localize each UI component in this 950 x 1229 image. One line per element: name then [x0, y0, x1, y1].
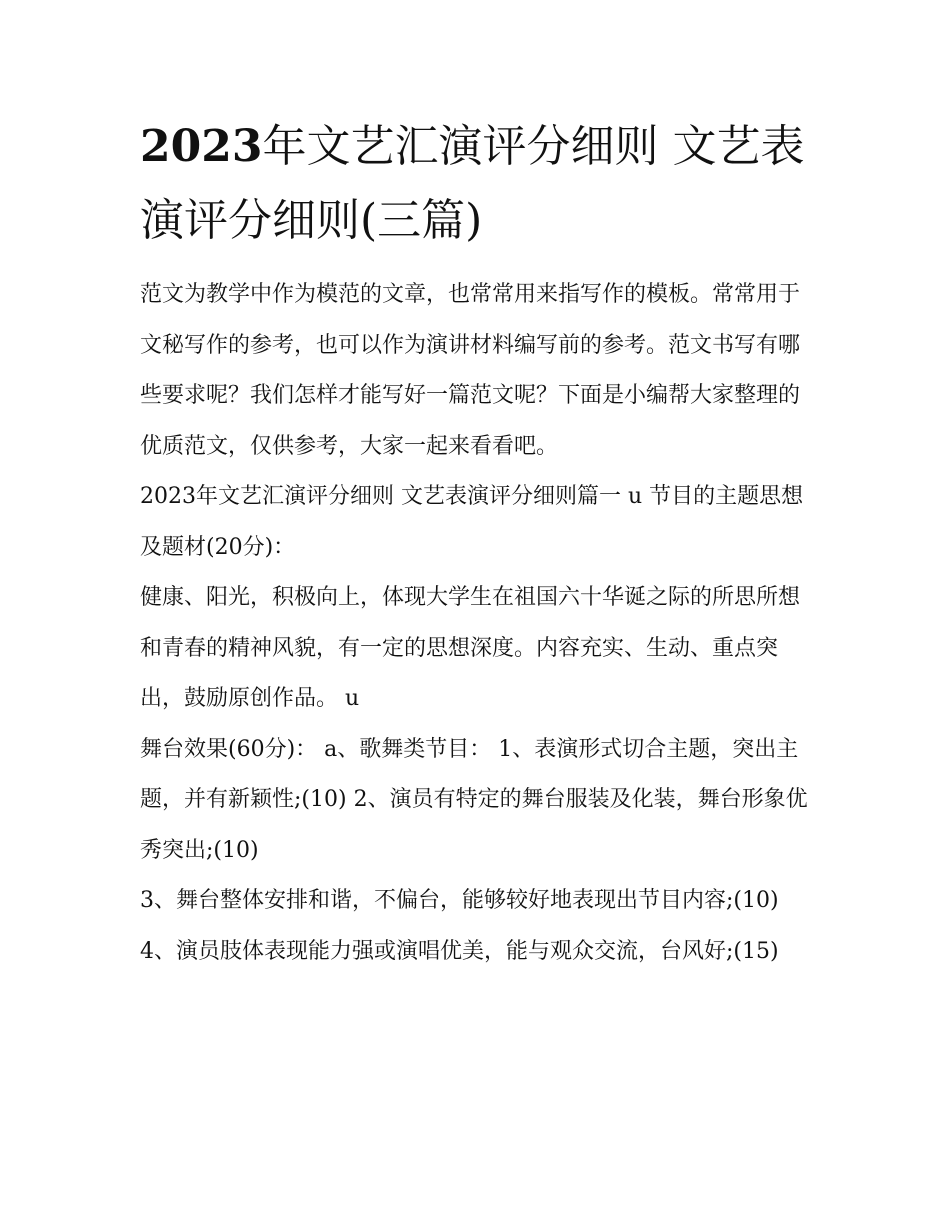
title-year: 2023	[140, 121, 263, 172]
criteria-paragraph: 3、舞台整体安排和谐，不偏台，能够较好地表现出节目内容;(10) 4、演员肢体表现能力强或演唱优美，能与观众交流，台风好;(15)	[140, 888, 779, 964]
stage-effect-paragraph: 舞台效果(60分)： a、歌舞类节目： 1、表演形式切合主题，突出主题，并有新颖性;(10) 2、演员有特定的舞台服装及化装，舞台形象优秀突出;(10)	[140, 736, 808, 863]
document-title	[140, 110, 815, 258]
document-page	[140, 110, 815, 977]
intro-paragraph: 范文为教学中作为模范的文章，也常常用来指写作的模板。常常用于文秘写作的参考，也可以作为演讲材料编写前的参考。范文书写有哪些要求呢？我们怎样才能写好一篇范文呢？下面是小编帮大家整理的优质范文，仅供参考，大家一起来看看吧。	[140, 282, 801, 459]
document-body	[140, 270, 815, 977]
title-text: 年文艺汇演评分细则 文艺表演评分细则(三篇)	[140, 121, 805, 246]
theme-paragraph: 健康、阳光，积极向上，体现大学生在祖国六十华诞之际的所思所想和青春的精神风貌，有一定的思想深度。内容充实、生动、重点突出，鼓励原创作品。 u	[140, 585, 801, 711]
section-heading-paragraph: 2023年文艺汇演评分细则 文艺表演评分细则篇一 u 节目的主题思想及题材(20分)：	[140, 484, 804, 560]
